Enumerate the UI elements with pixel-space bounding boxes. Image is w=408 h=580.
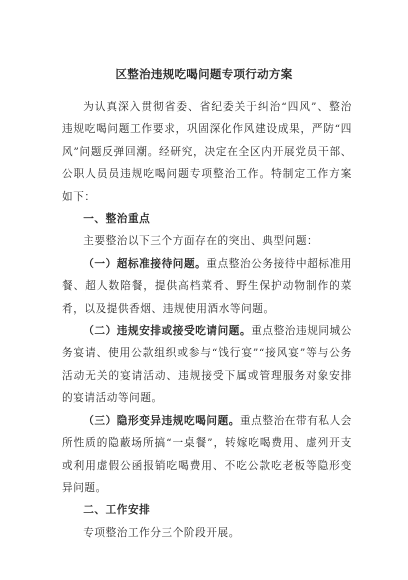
section-heading-1: 一、整治重点 <box>83 213 151 226</box>
item-1-text: 重点整治公务接待中超标准用餐、超人数陪餐，提供高档菜肴、野生保护动物制作的菜肴，以及提供香烟、违规使用酒水等问题。 <box>62 257 352 315</box>
section-heading-2: 二、工作安排 <box>83 504 151 517</box>
item-3-text: 重点整治在带有私人会所性质的隐蔽场所搞“一桌餐”，转嫁吃喝费用、虚列开支或利用虚假公函报销吃喝费用、不吃公款吃老板等隐形变异问题。 <box>62 414 352 494</box>
item-1-lead: （一）超标准接待问题。 <box>83 257 207 270</box>
section-1-intro: 主要整治以下三个方面存在的突出、典型问题： <box>83 235 319 248</box>
item-3-paragraph <box>62 410 352 500</box>
item-2-lead: （二）违规安排或接受吃请问题。 <box>83 325 252 338</box>
item-2-paragraph <box>62 320 352 410</box>
item-1-paragraph <box>62 253 352 320</box>
section-2-intro: 专项整治工作分三个阶段开展。 <box>83 526 240 539</box>
document-body <box>62 96 352 544</box>
document-title: 区整治违规吃喝问题专项行动方案 <box>115 67 293 81</box>
item-2-text: 重点整治违规同城公务宴请、使用公款组织或参与“饯行宴”“接风宴”等与公务活动无关的宴请活动、违规接受下属或管理服务对象安排的宴请活动等问题。 <box>62 325 353 405</box>
item-3-lead: （三）隐形变异违规吃喝问题。 <box>83 414 240 427</box>
intro-paragraph: 为认真深入贯彻省委、省纪委关于纠治“四风”、整治违规吃喝问题工作要求，巩固深化作风建设成果，严防“四风”问题反弹回潮。经研究，决定在全区内开展党员干部、公职人员员违规吃喝问题专项整治工作。特制定工作方案如下： <box>62 101 352 203</box>
